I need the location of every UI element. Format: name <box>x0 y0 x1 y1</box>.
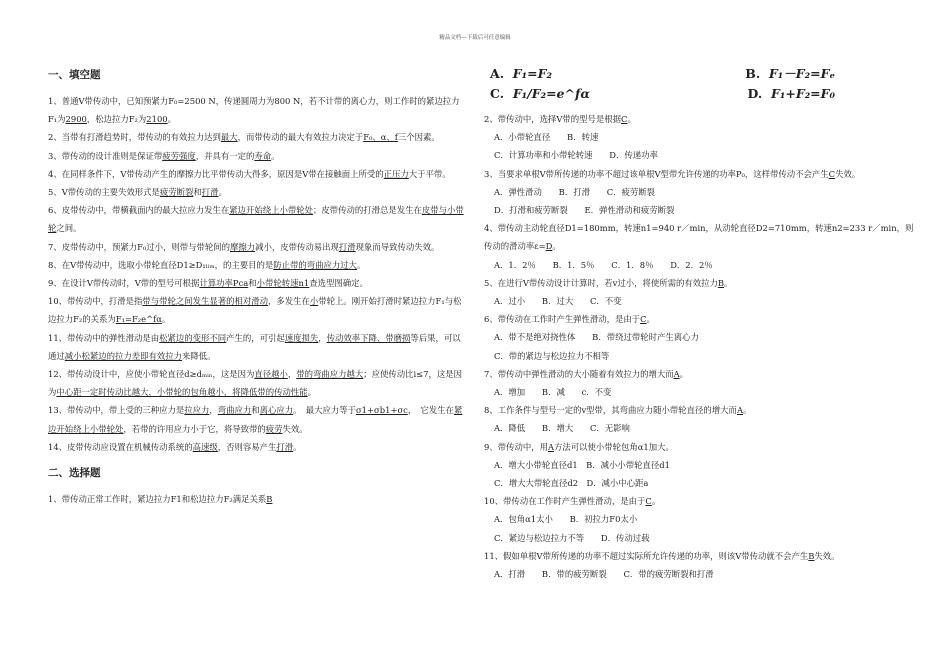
answer-blank: 直径越小 <box>254 369 288 380</box>
question-text: ， <box>318 332 327 343</box>
answer-blank: D <box>545 241 553 252</box>
formula-option-a: A. F₁=F₂ <box>490 66 552 81</box>
question-text: 。 <box>293 441 302 452</box>
question-10 <box>48 292 464 328</box>
page-header: 精品文档---下载后可任意编辑 <box>439 35 511 41</box>
question-5 <box>48 183 464 201</box>
question-text: 。 <box>271 150 280 161</box>
answer-blank: B <box>808 550 815 561</box>
question-text: 。 <box>357 259 366 270</box>
formula-option-d: D. F₁+F₂=F₀ <box>747 86 835 101</box>
options-6a: A．带不是绝对挠性体 B．带绕过带轮时产生离心力 <box>494 332 699 343</box>
question-text: 3、当要求单根V带所传递的功率不超过该单根V型带允许传递的功率P₀，这样带传动不会产生 <box>484 168 829 179</box>
section-title-choice: 二、选择题 <box>48 467 101 480</box>
answer-blank: 疲劳强度 <box>162 150 196 161</box>
answer-blank: 弯曲应力 <box>217 405 252 416</box>
question-text: 7、带传动中弹性滑动的大小随着有效拉力的增大而 <box>484 368 674 379</box>
question-text: 10、带传动中，打滑是指 <box>48 296 143 307</box>
question-text: ；皮带传动的打滑总是发生在 <box>312 205 422 216</box>
question-text: 和 <box>251 405 260 416</box>
question-9 <box>48 274 464 292</box>
question-text: 9、带传动中，用 <box>484 441 548 452</box>
question-text: 。 <box>627 114 636 124</box>
question-text: ，否则容易产生 <box>217 441 277 452</box>
answer-blank: 防止带的弯曲应力过大 <box>273 259 357 270</box>
question-text: 14、皮带传动应设置在机械传动系统的 <box>48 441 193 452</box>
question-7 <box>48 238 464 256</box>
answer-blank: 带与带轮之间发生显著的相对滑动 <box>142 296 269 307</box>
choice-question-3 <box>484 165 916 183</box>
options-2a: A．小带轮直径 B．转速 <box>494 132 599 143</box>
answer-blank: 疲劳 <box>265 423 283 434</box>
answer-blank: 摩擦力 <box>230 241 256 252</box>
question-text: 4、在同样条件下，V带传动产生的摩擦力比平带传动大得多，原因是V带在接触面上所受的 <box>48 168 384 179</box>
question-text: 2、带传动中，选择V带的型号是根据 <box>484 114 622 124</box>
choice-question-10 <box>484 492 916 510</box>
question-text: 3、带传动的设计准则是保证带 <box>48 150 163 161</box>
choice-question-5 <box>484 274 916 292</box>
question-text: 现象而导致传动失效。 <box>355 241 440 252</box>
question-text: 。 <box>307 387 316 398</box>
question-text: 。 <box>679 368 689 379</box>
question-12 <box>48 365 464 401</box>
question-3 <box>48 147 464 165</box>
question-text: 1、带传动正常工作时，紧边拉力F1和松边拉力F₂满足关系 <box>48 494 267 505</box>
answer-blank: 拉应力 <box>184 405 210 416</box>
question-text: 5、V带传动的主要失效形式是 <box>48 187 160 198</box>
options-5a: A．过小 B．过大 C．不变 <box>494 296 622 307</box>
question-text: 。 <box>646 314 655 325</box>
choice-question-9 <box>484 438 916 456</box>
answer-blank: 2900 <box>65 114 87 125</box>
answer-blank: 中心距一定时传动比越大，小带轮的包角越小，将降低带的传动性能 <box>56 387 308 398</box>
answer-blank: 离心应力 <box>259 405 294 416</box>
answer-blank: 紧边开始绕上小带轮处 <box>229 205 313 216</box>
question-text: ， <box>209 405 218 416</box>
question-text: 6、皮带传动中，带横截面内的最大拉应力发生在 <box>48 205 230 216</box>
choice-question-11 <box>484 547 916 565</box>
answer-blank: 高速级 <box>192 441 218 452</box>
answer-blank: 打滑 <box>201 187 219 198</box>
answer-blank: 小 <box>309 296 319 307</box>
answer-blank: 打滑 <box>338 241 356 252</box>
question-6 <box>48 201 464 237</box>
question-text: 减小，皮带传动易出现 <box>255 241 339 252</box>
question-4 <box>48 165 464 183</box>
question-text: 9、在设计V带传动时，V带的型号可根据 <box>48 278 200 289</box>
question-text: 。 <box>724 277 733 288</box>
question-13 <box>48 401 464 437</box>
question-text: 三个因素。 <box>397 132 440 143</box>
question-text: 带轮上。刚开始打滑时紧边拉力F₁与松边拉力F₂的关系为 <box>48 296 462 325</box>
question-text: ， 它发生在 <box>407 405 454 416</box>
question-text: 10、带传动在工作时产生弹性滑动，是由于 <box>484 496 646 507</box>
question-8 <box>48 256 464 274</box>
choice-question-8 <box>484 401 916 419</box>
question-text: 。 <box>167 114 176 125</box>
options-11a: A．打滑 B．带的疲劳断裂 C．带的疲劳断裂和打滑 <box>494 569 714 580</box>
section-title-fill-blank: 一、填空题 <box>48 69 101 81</box>
question-text: 之间。 <box>56 223 82 234</box>
choice-question-1 <box>48 490 464 508</box>
question-text: 4、带传动主动轮直径D1=180mm，转速n1=940 r／min，从动轮直径D2=710mm，转速n2=233 r／min，则传动的滑动率ε= <box>484 223 914 252</box>
formula-options-row-1 <box>484 64 835 84</box>
answer-blank: 小带轮转速n1 <box>256 278 310 289</box>
answer-blank: A <box>736 405 743 416</box>
question-text: 7、皮带传动中，预紧力F₀过小，则带与带轮间的 <box>48 241 230 252</box>
answer-blank: 疲劳断裂 <box>159 187 194 198</box>
question-text: 2、当带有打滑趋势时，带传动的有效拉力达到 <box>48 132 221 143</box>
question-11 <box>48 329 464 365</box>
formula-option-c: C. F₁/F₂=e^fα <box>490 86 590 101</box>
question-text: 8、在V带传动中，选取小带轮直径D1≥D₁ₗᵢₘ，的主要目的是 <box>48 259 274 270</box>
answer-blank: 带的弯曲应力越大 <box>296 369 364 380</box>
question-text: 等后果，可以通过 <box>48 332 461 361</box>
answer-blank: C <box>645 496 652 507</box>
question-text: 。 <box>743 405 752 416</box>
question-text: 5、在进行V带传动设计计算时，若v过小，将使所需的有效拉力 <box>484 277 718 288</box>
formula-options-row-2 <box>484 84 835 104</box>
question-text: 。 <box>552 241 561 252</box>
question-text: ，并具有一定的 <box>195 150 255 161</box>
answer-blank: 打滑 <box>276 441 294 452</box>
question-text: 12、带传动设计中，应使小带轮直径d≥dₘᵢₙ，这是因为 <box>48 369 255 380</box>
options-10b: C．紧边与松边拉力不等 D．传动过载 <box>494 532 650 543</box>
question-text: 查选型图确定。 <box>309 278 368 289</box>
answer-blank: C <box>640 314 647 325</box>
answer-blank: 2100 <box>146 114 168 125</box>
right-column <box>484 64 916 583</box>
answer-blank: 紧边开始绕上小带轮处 <box>48 405 463 434</box>
options-8a: A．降低 B．增大 C．无影响 <box>494 423 630 434</box>
question-text: 失效。 <box>814 550 840 561</box>
question-text: 1、普通V带传动中，已知预紧力F₀=2500 N，传递圆周力为800 N，若不计带的离心力，则工作时的紧边拉力F₁为 <box>48 96 460 125</box>
question-text: 失效。 <box>282 423 308 434</box>
answer-blank: F₁=F₂e^fα <box>115 314 162 325</box>
question-text: 。 最大应力等于 <box>293 405 356 416</box>
answer-blank: 皮带与小带轮 <box>48 205 464 234</box>
question-text: 11、假如单根V带所传递的功率不超过实际所允许传递的功率，则该V带传动就不会产生 <box>484 550 809 561</box>
question-text: 和 <box>193 187 202 198</box>
question-text: 来降低。 <box>182 350 216 361</box>
answer-blank: 减小松紧边的拉力差即有效拉力 <box>64 350 182 361</box>
answer-blank: 寿命 <box>254 150 272 161</box>
question-text: ，若带的许用应力小于它，将导致带的 <box>123 423 266 434</box>
answer-blank: A <box>547 441 555 452</box>
question-text: 失效。 <box>835 168 861 179</box>
options-2b: C．计算功率和小带轮转速 D．传递功率 <box>494 150 658 161</box>
question-text: ，松边拉力F₂为 <box>86 114 147 125</box>
answer-blank: 传动效率下降、带磨损 <box>326 332 411 343</box>
answer-blank: σ1+σb1+σc <box>355 405 408 416</box>
answer-blank: F₀、α、f <box>363 132 398 143</box>
left-column <box>48 64 464 508</box>
question-text: ，多发生在 <box>268 296 310 307</box>
question-text: 13、带传动中，带上受的三种应力是 <box>48 405 185 416</box>
answer-blank: 松紧边的变形不同 <box>159 332 227 343</box>
question-text: ，而带传动的最大有效拉力决定于 <box>237 132 364 143</box>
options-4a: A．1．2％ B．1．5％ C．1．8％ D．2．2％ <box>494 259 713 270</box>
answer-blank: 最大 <box>220 132 238 143</box>
question-1 <box>48 92 464 128</box>
answer-blank: B <box>717 277 725 288</box>
options-7a: A．增加 B．减 c．不变 <box>494 387 612 398</box>
answer-blank: A <box>673 368 680 379</box>
question-text: 11、带传动中的弹性滑动是由 <box>48 332 160 343</box>
question-text: 6、带传动在工作时产生弹性滑动，是由于 <box>484 314 641 325</box>
answer-blank: 正压力 <box>383 168 409 179</box>
question-text: 方法可以使小带轮包角α1加大。 <box>554 441 674 452</box>
answer-blank: 计算功率Pca <box>199 278 249 289</box>
question-2 <box>48 128 464 146</box>
question-14 <box>48 438 464 456</box>
question-text: 产生的，可引起 <box>226 332 285 343</box>
options-9a: A．增大小带轮直径d1 B．减小小带轮直径d1 <box>494 459 670 470</box>
options-9b: C．增大大带轮直径d2 D．减小中心距a <box>494 478 649 489</box>
answer-blank: 速度损失 <box>284 332 319 343</box>
question-text: ， <box>287 369 297 380</box>
choice-question-2 <box>484 110 916 128</box>
formula-option-b: B. F₁－F₂=Fₑ <box>745 66 835 81</box>
options-6b: C．带的紧边与松边拉力不相等 <box>494 350 610 361</box>
question-text: 8、工作条件与型号一定的v型带，其弯曲应力随小带轮直径的增大而 <box>484 405 737 416</box>
choice-question-7 <box>484 365 916 383</box>
question-text: 。 <box>161 314 171 325</box>
question-text: 。 <box>651 496 661 507</box>
answer-blank: C <box>621 114 628 124</box>
choice-question-4 <box>484 219 916 255</box>
question-text: ；应使传动比i≤7，这是因为 <box>48 369 462 398</box>
options-3b: D．打滑和疲劳断裂 E．弹性滑动和疲劳断裂 <box>494 205 675 216</box>
choice-question-6 <box>484 310 916 328</box>
options-10a: A．包角α1太小 B．初拉力F0太小 <box>494 514 638 525</box>
question-text: 。 <box>218 187 227 198</box>
question-text: 和 <box>248 278 257 289</box>
answer-blank: B <box>266 494 273 505</box>
question-text: 大于平带。 <box>408 168 451 179</box>
answer-blank: C <box>828 168 836 179</box>
options-3a: A．弹性滑动 B．打滑 C．疲劳断裂 <box>494 186 655 197</box>
